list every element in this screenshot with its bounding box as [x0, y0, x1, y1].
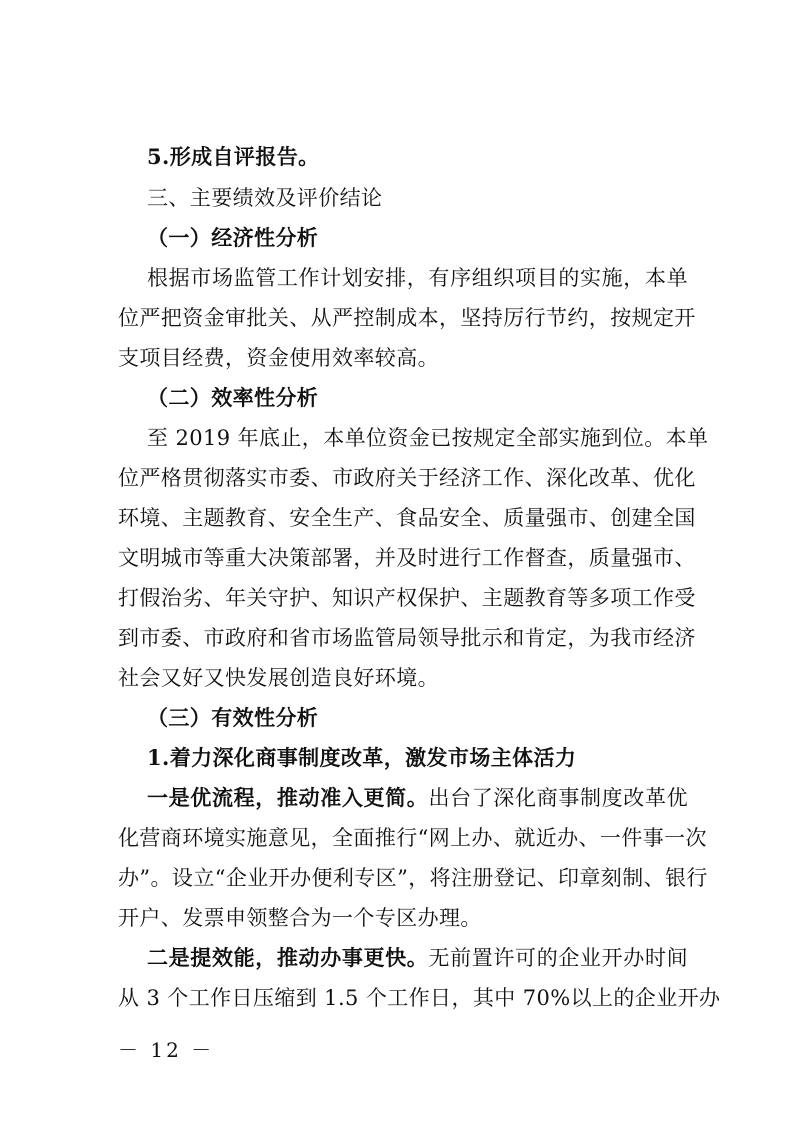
lead-phrase: 二是提效能，推动办事更快。 [147, 945, 429, 970]
paragraph-line: 化营商环境实施意见，全面推行“网上办、就近办、一件事一次 [118, 826, 707, 850]
subsection-1-title: （一）经济性分析 [147, 225, 319, 250]
subsection-3-title: （三）有效性分析 [147, 705, 319, 730]
paragraph-line: 位严格贯彻落实市委、市政府关于经济工作、深化改革、优化 [118, 466, 696, 490]
paragraph-line: 至 2019 年底止，本单位资金已按规定全部实施到位。本单 [147, 426, 709, 450]
paragraph-line: 环境、主题教育、安全生产、食品安全、质量强市、创建全国 [118, 506, 696, 530]
lead-continuation: 出台了深化商事制度改革优 [428, 786, 688, 810]
item-5-heading: 5.形成自评报告。 [147, 144, 320, 169]
point-1-title: 1.着力深化商事制度改革，激发市场主体活力 [147, 745, 577, 770]
paragraph-line [147, 943, 688, 973]
section-3-title: 三、主要绩效及评价结论 [147, 186, 383, 210]
paragraph-line: 位严把资金审批关、从严控制成本，坚持厉行节约，按规定开 [118, 306, 696, 330]
paragraph-line: 从 3 个工作日压缩到 1.5 个工作日，其中 70%以上的企业开办 [118, 986, 721, 1010]
lead-continuation: 无前置许可的企业开办时间 [428, 946, 688, 970]
paragraph-line: 支项目经费，资金使用效率较高。 [118, 346, 439, 370]
paragraph-line: 根据市场监管工作计划安排，有序组织项目的实施，本单 [147, 266, 688, 290]
paragraph-line: 办”。设立“企业开办便利专区”，将注册登记、印章刻制、银行 [118, 866, 708, 890]
lead-phrase: 一是优流程，推动准入更简。 [147, 785, 429, 810]
paragraph-line: 到市委、市政府和省市场监管局领导批示和肯定，为我市经济 [118, 626, 696, 650]
paragraph-line: 社会又好又快发展创造良好环境。 [118, 666, 439, 690]
paragraph-line [147, 783, 688, 813]
subsection-2-title: （二）效率性分析 [147, 385, 319, 410]
paragraph-line: 打假治劣、年关守护、知识产权保护、主题教育等多项工作受 [118, 586, 696, 610]
page-number: － 12 － [118, 1038, 215, 1062]
paragraph-line: 开户、发票申领整合为一个专区办理。 [118, 906, 482, 930]
paragraph-line: 文明城市等重大决策部署，并及时进行工作督查，质量强市、 [118, 546, 696, 570]
